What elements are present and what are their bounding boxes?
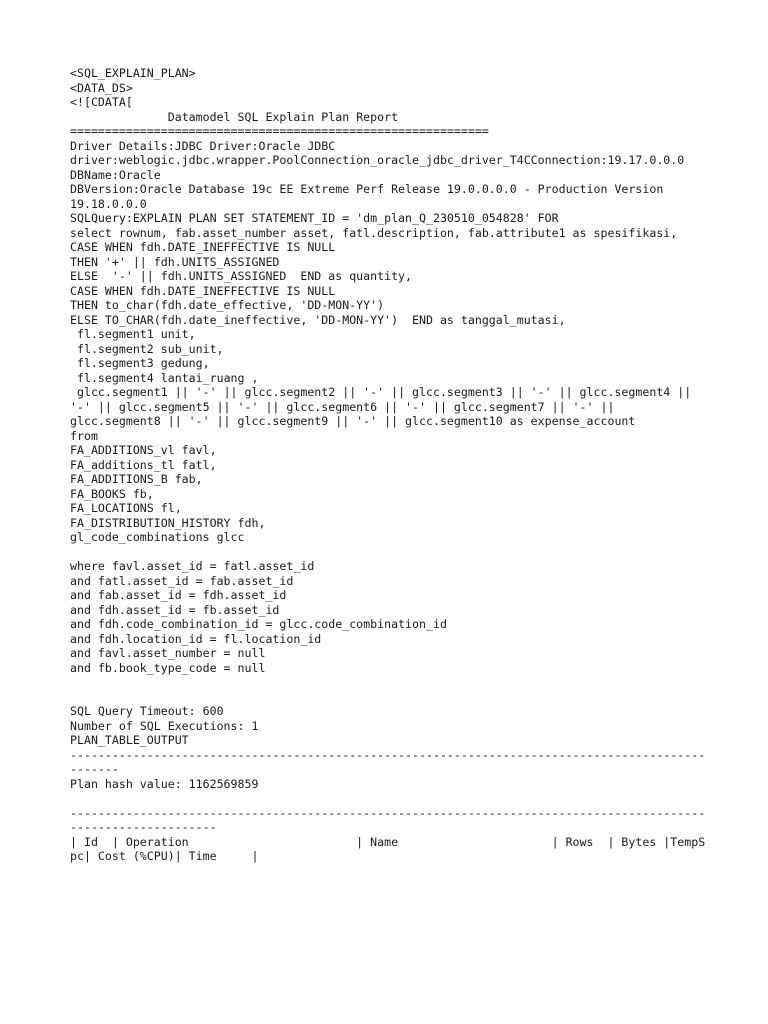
- sql-line: FA_ADDITIONS_vl favl,: [70, 443, 217, 457]
- sql-line: and fatl.asset_id = fab.asset_id: [70, 573, 294, 588]
- sql-line: select rownum, fab.asset_number asset, fatl.description, fab.attribute1 as spesifikasi,: [70, 225, 678, 240]
- report-text-body: [70, 66, 712, 864]
- xml-root-open-tag: <SQL_EXPLAIN_PLAN>: [70, 66, 196, 80]
- sql-line: FA_DISTRIBUTION_HISTORY fdh,: [70, 515, 266, 530]
- sql-line: THEN '+' || fdh.UNITS_ASSIGNED: [70, 254, 280, 269]
- sql-line: glcc.segment1 || '-' || glcc.segment2 || '-' || glcc.segment3 || '-' || glcc.segment4 || '-' || glcc.segment5 || '-' || glcc.segment6 || '-' || glcc.segment7 || '-' || glcc.segment8 || '-' || glcc.segment9 || '-' || glcc.segment10 as expense_account: [70, 385, 699, 428]
- sql-line: THEN to_char(fdh.date_effective, 'DD-MON-YY'): [70, 298, 385, 312]
- spacer-line: [70, 791, 712, 806]
- sql-line: gl_code_combinations glcc: [70, 530, 245, 544]
- plan-hash-value: Plan hash value: 1162569859: [70, 776, 259, 791]
- sql-line: ELSE '-' || fdh.UNITS_ASSIGNED END as quantity,: [70, 269, 413, 283]
- sql-line: and fdh.location_id = fl.location_id: [70, 631, 322, 646]
- sql-line: from: [70, 428, 98, 443]
- sql-line: FA_ADDITIONS_B fab,: [70, 472, 203, 486]
- spacer-line: [70, 690, 712, 705]
- sql-line: FA_BOOKS fb,: [70, 486, 154, 501]
- db-version: DBVersion:Oracle Database 19c EE Extreme Perf Release 19.0.0.0.0 - Production Version 19.18.0.0.0: [70, 182, 671, 211]
- plan-table-output-label: PLAN_TABLE_OUTPUT: [70, 733, 189, 747]
- sql-statement-block: [70, 226, 712, 705]
- sql-line: and fb.book_type_code = null: [70, 660, 266, 675]
- plan-table-header-row: | Id | Operation | Name | Rows | Bytes |TempSpc| Cost (%CPU)| Time |: [70, 834, 706, 863]
- spacer-line: [70, 545, 712, 560]
- sql-line: CASE WHEN fdh.DATE_INEFFECTIVE IS NULL: [70, 240, 336, 254]
- sql-line: where favl.asset_id = fatl.asset_id: [70, 559, 315, 573]
- sql-line: FA_additions_tl fatl,: [70, 457, 217, 472]
- sql-line: FA_LOCATIONS fl,: [70, 501, 182, 515]
- sql-line: and fdh.code_combination_id = glcc.code_combination_id: [70, 617, 447, 631]
- sql-line: and fab.asset_id = fdh.asset_id: [70, 588, 287, 602]
- xml-cdata-open-tag: <![CDATA[: [70, 95, 133, 109]
- xml-data-ds-open-tag: <DATA_DS>: [70, 80, 133, 95]
- spacer-line: [70, 675, 712, 690]
- driver-details: Driver Details:JDBC Driver:Oracle JDBC: [70, 138, 336, 153]
- sql-line: fl.segment2 sub_unit,: [70, 341, 224, 356]
- sql-line: fl.segment1 unit,: [70, 327, 196, 341]
- db-name: DBName:Oracle: [70, 167, 161, 182]
- sql-query-explain-header: SQLQuery:EXPLAIN PLAN SET STATEMENT_ID = 'dm_plan_Q_230510_054828' FOR: [70, 211, 559, 225]
- sql-execution-count: Number of SQL Executions: 1: [70, 718, 259, 733]
- plan-dashed-rule-top: --------------------------------------------------------------------------------------------------: [70, 747, 706, 776]
- sql-line: ELSE TO_CHAR(fdh.date_ineffective, 'DD-MON-YY') END as tanggal_mutasi,: [70, 312, 566, 327]
- report-title: Datamodel SQL Explain Plan Report: [70, 109, 399, 124]
- sql-line: and favl.asset_number = null: [70, 646, 266, 660]
- equals-separator-rule: ============================================================: [70, 124, 489, 138]
- driver-class-name: driver:weblogic.jdbc.wrapper.PoolConnection_oracle_jdbc_driver_T4CConnection:19.17.0.0.0: [70, 153, 685, 167]
- sql-line: fl.segment3 gedung,: [70, 356, 210, 370]
- sql-query-timeout: SQL Query Timeout: 600: [70, 704, 224, 718]
- plan-dashed-rule-header: ----------------------------------------------------------------------------------------------------------------: [70, 805, 706, 834]
- sql-line: CASE WHEN fdh.DATE_INEFFECTIVE IS NULL: [70, 283, 336, 298]
- sql-line: fl.segment4 lantai_ruang ,: [70, 370, 259, 385]
- sql-line: and fdh.asset_id = fb.asset_id: [70, 602, 280, 617]
